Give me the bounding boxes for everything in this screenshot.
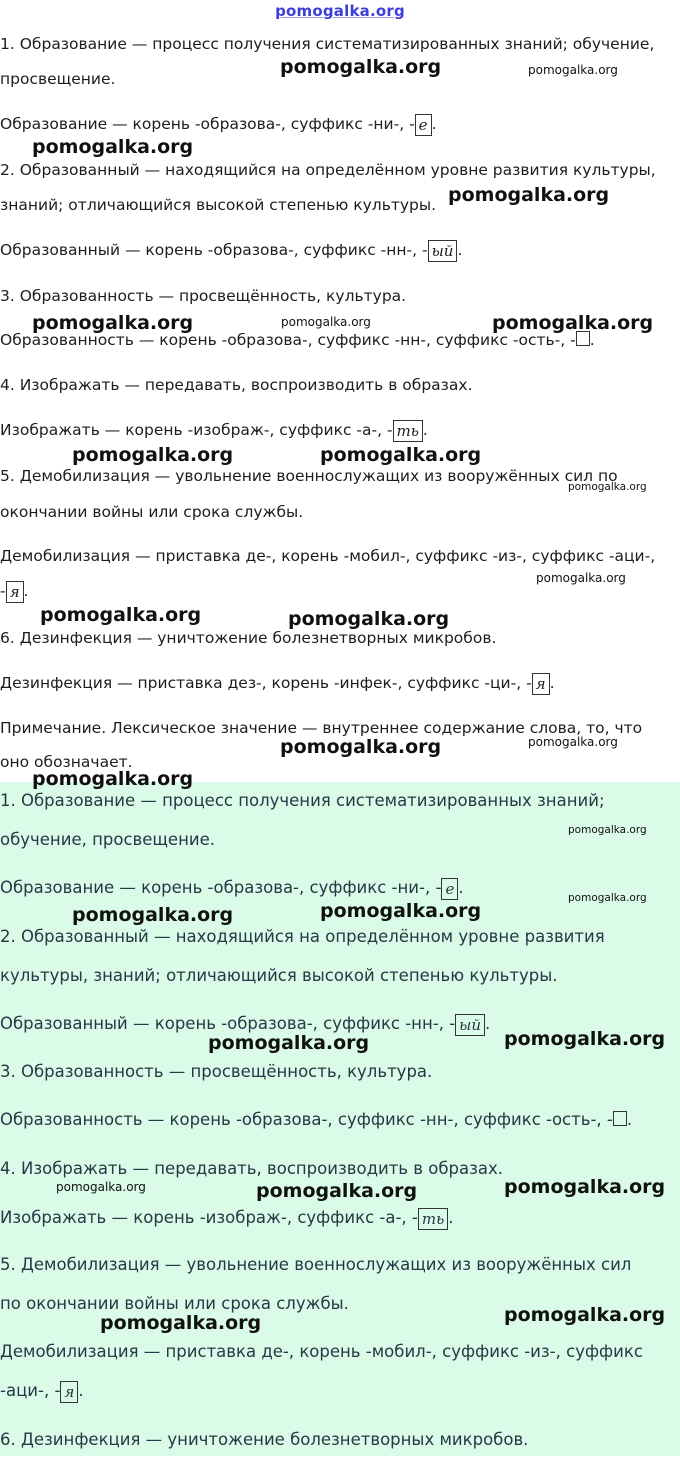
s2-morphemes-4: Изображать — корень -изображ-, суффикс -а-, - ть . (0, 1208, 454, 1228)
watermark-text: pomogalka.org (280, 736, 442, 758)
s2-morphemes-3: Образованность — корень -образова-, суффикс -нн-, суффикс -ость-, - . (0, 1110, 633, 1129)
s2-definition-2-cont-text: культуры, знаний; отличающийся высокой степенью культуры. (0, 966, 558, 985)
ending-box: е (415, 114, 432, 136)
watermark-text: pomogalka.org (281, 315, 371, 329)
s1-definition-2-text: 2. Образованный — находящийся на определённом уровне развития культуры, (0, 161, 656, 179)
s2-morphemes-5-cont: -аци-, - я . (0, 1381, 84, 1401)
s2-morphemes-1: Образование — корень -образова-, суффикс -ни-, - е . (0, 878, 464, 898)
watermark-text: pomogalka.org (320, 444, 482, 466)
s1-note-cont-text: оно обозначает. (0, 753, 133, 771)
watermark-text: pomogalka.org (208, 1032, 370, 1054)
watermark-text: pomogalka.org (320, 900, 482, 922)
s2-definition-1-cont (0, 821, 215, 858)
site-logo[interactable]: pomogalka.org (275, 2, 405, 20)
s1-morphemes-2: Образованный — корень -образова-, суффикс -нн-, - ый . (0, 241, 463, 260)
s2-definition-1-cont-text: обучение, просвещение. (0, 830, 215, 849)
s1-morphemes-3-text: Образованность — корень -образова-, суффикс -нн-, суффикс -ость-, - (0, 331, 576, 349)
s2-definition-4-text: 4. Изображать — передавать, воспроизводить в образах. (0, 1159, 504, 1178)
s1-definition-1-text: 1. Образование — процесс получения систематизированных знаний; обучение, (0, 35, 655, 53)
s1-definition-1-cont-text: просвещение. (0, 70, 116, 88)
watermark-text: pomogalka.org (504, 1028, 666, 1050)
s2-definition-5 (0, 1246, 631, 1283)
s2-morphemes-4-text: Изображать — корень -изображ-, суффикс -а-, - (0, 1208, 418, 1227)
s1-morphemes-4: Изображать — корень -изображ-, суффикс -а-, - ть . (0, 421, 428, 440)
s2-definition-5-text: 5. Демобилизация — увольнение военнослужащих из вооружённых сил (0, 1255, 632, 1274)
s2-definition-2-cont (0, 957, 558, 994)
s1-definition-2-cont-text: знаний; отличающийся высокой степенью культуры. (0, 196, 437, 214)
s1-definition-5-cont-text: окончании войны или срока службы. (0, 503, 304, 521)
watermark-text: pomogalka.org (568, 892, 647, 904)
s1-definition-5-text: 5. Демобилизация — увольнение военнослужащих из вооружённых сил по (0, 467, 618, 485)
s1-morphemes-5-text: Демобилизация — приставка де-, корень -мобил-, суффикс -из-, суффикс -аци-, (0, 547, 656, 565)
ending-box: ый (428, 240, 458, 262)
s2-definition-2-text: 2. Образованный — находящийся на определённом уровне развития (0, 927, 605, 946)
ending-box: я (532, 673, 550, 695)
watermark-text: pomogalka.org (568, 481, 647, 493)
watermark-text: pomogalka.org (528, 63, 618, 77)
s1-morphemes-1-text: Образование — корень -образова-, суффикс -ни-, - (0, 115, 415, 133)
watermark-text: pomogalka.org (32, 768, 194, 790)
ending-box: я (6, 581, 24, 603)
empty-ending-box (613, 1111, 627, 1126)
ending-box: ть (393, 420, 423, 442)
watermark-text: pomogalka.org (528, 735, 618, 749)
s2-morphemes-3-text: Образованность — корень -образова-, суффикс -нн-, суффикс -ость-, - (0, 1110, 613, 1129)
watermark-text: pomogalka.org (72, 444, 234, 466)
s2-morphemes-5-text: Демобилизация — приставка де-, корень -мобил-, суффикс -из-, суффикс (0, 1342, 643, 1361)
s1-definition-4-text: 4. Изображать — передавать, воспроизводить в образах. (0, 376, 473, 394)
watermark-text: pomogalka.org (32, 312, 194, 334)
ending-box: ть (418, 1208, 448, 1230)
ending-box: я (60, 1381, 78, 1403)
watermark-text: pomogalka.org (256, 1180, 418, 1202)
watermark-text: pomogalka.org (280, 56, 442, 78)
watermark-text: pomogalka.org (504, 1304, 666, 1326)
s2-definition-6-text: 6. Дезинфекция — уничтожение болезнетворных микробов. (0, 1430, 529, 1449)
s2-definition-3 (0, 1053, 432, 1090)
ending-box: е (441, 878, 458, 900)
watermark-text: pomogalka.org (504, 1176, 666, 1198)
watermark-text: pomogalka.org (56, 1180, 146, 1194)
s1-note-text: Примечание. Лексическое значение — внутреннее содержание слова, то, что (0, 719, 643, 737)
s2-definition-6 (0, 1421, 528, 1458)
watermark-text: pomogalka.org (40, 604, 202, 626)
s1-definition-1-cont (0, 61, 115, 98)
s1-morphemes-4-text: Изображать — корень -изображ-, суффикс -а-, - (0, 421, 393, 439)
watermark-text: pomogalka.org (100, 1312, 262, 1334)
watermark-text: pomogalka.org (288, 608, 450, 630)
s1-morphemes-5 (0, 538, 655, 575)
s1-morphemes-5-cont: - я . (0, 582, 29, 601)
watermark-text: pomogalka.org (32, 136, 194, 158)
watermark-text: pomogalka.org (536, 571, 626, 585)
s1-definition-4 (0, 367, 473, 404)
s1-definition-3-text: 3. Образованность — просвещённость, культура. (0, 287, 407, 305)
s1-definition-2-cont (0, 187, 436, 224)
s2-definition-1-text: 1. Образование — процесс получения систематизированных знаний; (0, 791, 605, 810)
s2-morphemes-5-cont-text: -аци-, - (0, 1381, 61, 1400)
s2-definition-3-text: 3. Образованность — просвещённость, культура. (0, 1062, 433, 1081)
s1-morphemes-1: Образование — корень -образова-, суффикс -ни-, - е . (0, 115, 437, 134)
s2-morphemes-2-text: Образованный — корень -образова-, суффикс -нн-, - (0, 1014, 456, 1033)
watermark-text: pomogalka.org (448, 184, 610, 206)
s1-morphemes-6: Дезинфекция — приставка дез-, корень -инфек-, суффикс -ци-, - я . (0, 674, 555, 693)
watermark-text: pomogalka.org (568, 824, 647, 836)
s2-definition-5-cont-text: по окончании войны или срока службы. (0, 1294, 349, 1313)
s1-definition-5-cont (0, 494, 303, 531)
s1-definition-6-text: 6. Дезинфекция — уничтожение болезнетворных микробов. (0, 629, 497, 647)
s1-morphemes-3: Образованность — корень -образова-, суффикс -нн-, суффикс -ость-, - . (0, 331, 595, 349)
watermark-text: pomogalka.org (72, 904, 234, 926)
s2-morphemes-1-text: Образование — корень -образова-, суффикс -ни-, - (0, 878, 442, 897)
s1-morphemes-5-cont-text: - (0, 582, 6, 600)
s1-morphemes-6-text: Дезинфекция — приставка дез-, корень -инфек-, суффикс -ци-, - (0, 674, 532, 692)
s1-morphemes-2-text: Образованный — корень -образова-, суффикс -нн-, - (0, 241, 428, 259)
s1-definition-3 (0, 278, 406, 315)
ending-box: ый (455, 1014, 485, 1036)
s2-morphemes-2: Образованный — корень -образова-, суффикс -нн-, - ый . (0, 1014, 491, 1034)
watermark-text: pomogalka.org (492, 312, 654, 334)
s2-morphemes-5 (0, 1333, 643, 1370)
